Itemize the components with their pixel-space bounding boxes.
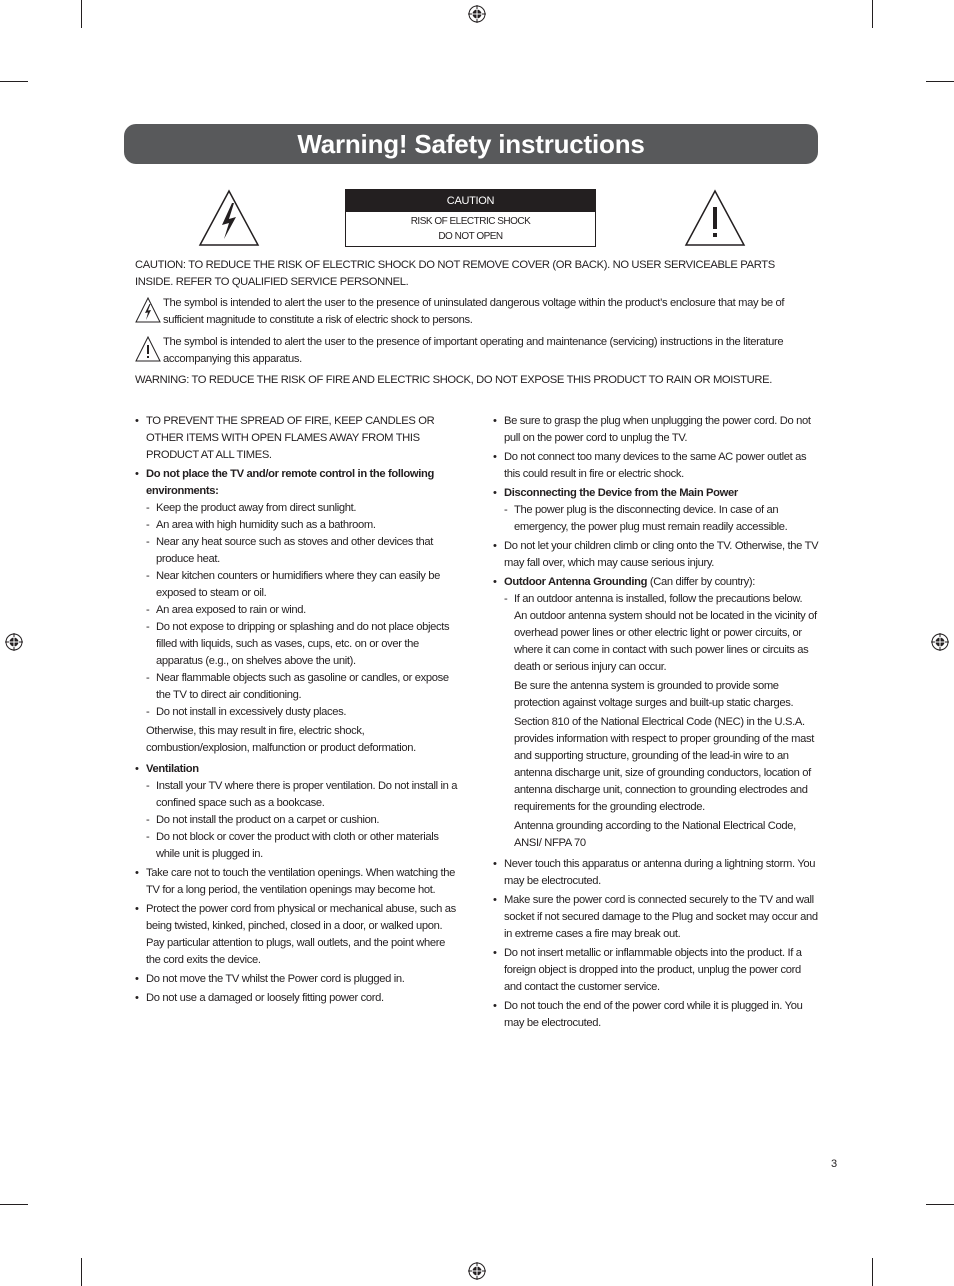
crop-mark: [0, 1204, 28, 1205]
list-item: • TO PREVENT THE SPREAD OF FIRE, KEEP CANDLES OR OTHER ITEMS WITH OPEN FLAMES AWAY FROM THIS PRODUCT AT ALL TIMES.: [135, 413, 461, 464]
sub-item: - An area with high humidity such as a bathroom.: [135, 517, 461, 534]
sub-item: - Near kitchen counters or humidifiers where they can easily be exposed to steam or oil.: [135, 568, 461, 602]
crop-mark: [926, 81, 954, 82]
sub-paragraph: Section 810 of the National Electrical Code (NEC) in the U.S.A. provides information with respect to proper grounding of the mast and supporting structure, grounding of the lead-in wire to an antenna discharge unit, size of grounding conductors, location of antenna discharge unit, connection to grounding electrodes and requirements for the grounding electrode.: [514, 716, 814, 813]
crop-mark: [0, 81, 28, 82]
list-item-title: Ventilation: [146, 763, 199, 775]
list-item: [135, 761, 461, 778]
caution-label-line2: DO NOT OPEN: [438, 231, 503, 242]
crop-mark: [926, 1204, 954, 1205]
small-lightning-icon: [135, 297, 161, 323]
exclamation-warning-icon: [684, 189, 746, 247]
caution-label-head: CAUTION: [346, 190, 595, 212]
crop-mark: [81, 1258, 82, 1286]
list-item: • Do not use a damaged or loosely fitting power cord.: [135, 990, 461, 1007]
sub-item: - Do not install in excessively dusty places.: [135, 704, 461, 721]
small-exclamation-icon: [135, 336, 161, 362]
sub-item: - An area exposed to rain or wind.: [135, 602, 461, 619]
sub-item: - Do not block or cover the product with cloth or other materials while unit is plugged in.: [135, 829, 461, 863]
symbol-description-exclamation: The symbol is intended to alert the user to the presence of important operating and maintenance (servicing) instructions in the literature accompanying this apparatus.: [163, 336, 784, 365]
list-item: • Never touch this apparatus or antenna during a lightning storm. You may be electrocuted.: [493, 856, 819, 890]
list-item-title: Disconnecting the Device from the Main Power: [504, 487, 738, 499]
list-item: • Be sure to grasp the plug when unplugging the power cord. Do not pull on the power cord to unplug the TV.: [493, 413, 819, 447]
registration-mark-icon: [468, 5, 486, 23]
crop-mark: [872, 0, 873, 28]
list-item-title: Do not place the TV and/or remote control in the following environments:: [146, 468, 434, 497]
list-item: • Do not insert metallic or inflammable objects into the product. If a foreign object is dropped into the product, unplug the power cord and contact the customer service.: [493, 945, 819, 996]
sub-item: - Do not install the product on a carpet or cushion.: [135, 812, 461, 829]
list-item: • Make sure the power cord is connected securely to the TV and wall socket if not secured damage to the Plug and socket may occur and in extreme cases a fire may break out.: [493, 892, 819, 943]
caution-text: CAUTION: TO REDUCE THE RISK OF ELECTRIC SHOCK DO NOT REMOVE COVER (OR BACK). NO USER SERVICEABLE PARTS INSIDE. REFER TO QUALIFIED SERVICE PERSONNEL.: [135, 259, 775, 288]
caution-label-line1: RISK OF ELECTRIC SHOCK: [410, 216, 531, 227]
sub-item: - The power plug is the disconnecting device. In case of an emergency, the power plug must remain readily accessible.: [493, 502, 819, 536]
sub-item: - Do not expose to dripping or splashing and do not place objects filled with liquids, such as vases, cups, etc. on or over the apparatus (e.g., on shelves above the unit).: [135, 619, 461, 670]
sub-paragraph: Antenna grounding according to the National Electrical Code, ANSI/ NFPA 70: [514, 820, 796, 849]
registration-mark-icon: [931, 633, 949, 651]
warning-text: WARNING: TO REDUCE THE RISK OF FIRE AND ELECTRIC SHOCK, DO NOT EXPOSE THIS PRODUCT TO RAIN OR MOISTURE.: [135, 374, 772, 386]
page-number: 3: [831, 1158, 838, 1170]
list-item: • Take care not to touch the ventilation openings. When watching the TV for a long period, the ventilation openings may become hot.: [135, 865, 461, 899]
right-column: [493, 413, 819, 1034]
list-item: [493, 485, 819, 502]
sub-item: - If an outdoor antenna is installed, follow the precautions below. An outdoor antenna system should not be located in the vicinity of overhead power lines or other electric light or power circuits, or where it can come in contact with such power lines or circuits as death or serious injury can occur.: [493, 591, 819, 676]
note-text: Otherwise, this may result in fire, electric shock, combustion/explosion, malfunction or product deformation.: [146, 725, 416, 754]
sub-paragraph: Be sure the antenna system is grounded to provide some protection against voltage surges and built-up static charges.: [514, 680, 794, 709]
list-item: [135, 466, 461, 500]
sub-item: - Near any heat source such as stoves and other devices that produce heat.: [135, 534, 461, 568]
list-item: • Do not let your children climb or cling onto the TV. Otherwise, the TV may fall over, which may cause serious injury.: [493, 538, 819, 572]
symbol-description-lightning: The symbol is intended to alert the user to the presence of uninsulated dangerous voltage within the product’s enclosure that may be of sufficient magnitude to constitute a risk of electric shock to persons.: [163, 297, 785, 326]
registration-mark-icon: [5, 633, 23, 651]
list-item: • Do not connect too many devices to the same AC power outlet as this could result in fire or electric shock.: [493, 449, 819, 483]
crop-mark: [872, 1258, 873, 1286]
sub-item: - Install your TV where there is proper ventilation. Do not install in a confined space such as a bookcase.: [135, 778, 461, 812]
lightning-warning-icon: [198, 189, 260, 247]
list-item: • Do not touch the end of the power cord while it is plugged in. You may be electrocuted.: [493, 998, 819, 1032]
sub-item: - Keep the product away from direct sunlight.: [135, 500, 461, 517]
list-item: • Do not move the TV whilst the Power cord is plugged in.: [135, 971, 461, 988]
page-title: Warning! Safety instructions: [124, 124, 818, 164]
crop-mark: [81, 0, 82, 28]
list-item: • Protect the power cord from physical or mechanical abuse, such as being twisted, kinked, pinched, closed in a door, or walked upon. Pay particular attention to plugs, wall outlets, and the point where the cord exits the device.: [135, 901, 461, 969]
list-item: • Outdoor Antenna Grounding (Can differ by country):: [493, 574, 819, 591]
list-item-title: Outdoor Antenna Grounding: [504, 576, 648, 588]
left-column: [135, 413, 461, 1009]
registration-mark-icon: [468, 1262, 486, 1280]
sub-item: - Near flammable objects such as gasoline or candles, or expose the TV to direct air conditioning.: [135, 670, 461, 704]
caution-label: [345, 189, 596, 247]
